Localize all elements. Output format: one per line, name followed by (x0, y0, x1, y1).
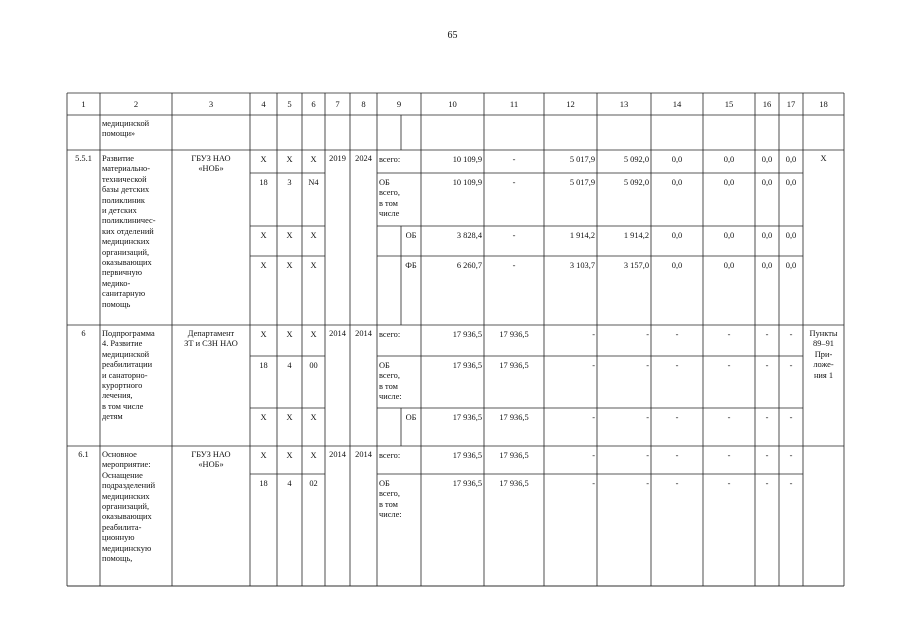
amount-year-cell: - (646, 330, 649, 339)
amount-year-cell: - (727, 451, 731, 460)
amount-year-cell: - (727, 361, 731, 370)
amount-year-cell: 0,0 (761, 231, 773, 240)
kbk-article-cell: 00 (309, 361, 318, 370)
amount-year-cell: 3 157,0 (623, 261, 649, 270)
amount-year-cell: - (789, 479, 793, 488)
kbk-ministry-cell: X (260, 451, 267, 460)
column-header: 2 (133, 99, 139, 109)
executor-cell: ГБУЗ НАО «НОБ» (191, 450, 231, 470)
amount-year-cell: - (727, 413, 731, 422)
funding-source-cell: ОБ всего, в том числе (379, 178, 400, 219)
kbk-section-cell: X (286, 413, 293, 422)
kbk-article-cell: X (310, 155, 317, 164)
funding-source-cell: всего: (379, 330, 401, 339)
amount-year-cell: 0,0 (761, 261, 773, 270)
year-end-cell: 2014 (355, 329, 372, 338)
column-header: 12 (566, 99, 575, 109)
column-header: 8 (361, 99, 366, 109)
kbk-article-cell: X (310, 261, 317, 270)
column-header: 15 (724, 99, 734, 109)
column-header: 3 (208, 99, 214, 109)
amount-year-cell: - (646, 451, 649, 460)
amount-year-cell: 17 936,5 (499, 361, 529, 370)
amount-year-cell: - (592, 330, 595, 339)
amount-year-cell: 0,0 (723, 261, 735, 270)
amount-year-cell: 0,0 (761, 178, 773, 187)
amount-year-cell: - (592, 361, 595, 370)
amount-year-cell: 17 936,5 (499, 330, 529, 339)
amount-year-cell: - (675, 479, 679, 488)
kbk-section-cell: 4 (287, 361, 292, 370)
year-start-cell: 2014 (329, 450, 346, 459)
item-name: Развитие материально- технической базы детских поликлиник и детских поликлиничес- ких отделений медицинских организаций, оказывающих первичную медико- санитарную помощь (102, 154, 156, 309)
amount-year-cell: - (789, 413, 793, 422)
amount-year-cell: - (512, 155, 516, 164)
kbk-article-cell: N4 (308, 178, 319, 187)
funding-source-cell: ФБ (405, 261, 417, 270)
amount-year-cell: 5 092,0 (623, 178, 649, 187)
amount-year-cell: 0,0 (671, 231, 683, 240)
amount-year-cell: - (789, 361, 793, 370)
amount-year-cell: - (727, 479, 731, 488)
amount-total-cell: 10 109,9 (452, 155, 482, 164)
kbk-section-cell: 3 (287, 178, 292, 187)
amount-year-cell: - (646, 413, 649, 422)
funding-source-cell: всего: (379, 451, 401, 460)
kbk-article-cell: X (310, 413, 317, 422)
funding-source-cell: всего: (379, 155, 401, 164)
page-number: 65 (447, 30, 458, 41)
amount-total-cell: 17 936,5 (452, 479, 482, 488)
kbk-ministry-cell: X (260, 413, 267, 422)
amount-year-cell: - (789, 451, 793, 460)
column-header: 14 (672, 99, 682, 109)
amount-year-cell: 17 936,5 (499, 451, 529, 460)
amount-year-cell: 0,0 (723, 155, 735, 164)
kbk-ministry-cell: X (260, 231, 267, 240)
amount-year-cell: - (765, 330, 769, 339)
amount-year-cell: 0,0 (671, 261, 683, 270)
column-header: 17 (786, 99, 796, 109)
amount-year-cell: - (592, 413, 595, 422)
kbk-article-cell: X (310, 330, 317, 339)
item-name: Подпрограмма 4. Развитие медицинской реабилитации и санаторно- курортного лечения, в том числе детям (102, 329, 155, 422)
column-header: 1 (81, 99, 86, 109)
executor-cell: ГБУЗ НАО «НОБ» (191, 154, 231, 174)
continued-name-cell: медицинской помощи» (102, 119, 150, 139)
funding-source-cell: ОБ (405, 231, 417, 240)
note-cell: Пункты 89–91 При- ложе- ния 1 (809, 329, 838, 380)
amount-year-cell: - (592, 451, 595, 460)
amount-year-cell: 1 914,2 (623, 231, 649, 240)
amount-year-cell: 5 092,0 (623, 155, 649, 164)
kbk-section-cell: X (286, 261, 293, 270)
amount-year-cell: 17 936,5 (499, 479, 529, 488)
executor-cell: Департамент ЗТ и СЗН НАО (184, 329, 238, 349)
item-code: 6.1 (78, 450, 89, 459)
amount-year-cell: - (765, 451, 769, 460)
amount-year-cell: 0,0 (723, 178, 735, 187)
amount-year-cell: - (765, 479, 769, 488)
amount-year-cell: - (675, 330, 679, 339)
kbk-article-cell: X (310, 451, 317, 460)
amount-year-cell: 0,0 (785, 178, 797, 187)
kbk-ministry-cell: 18 (259, 178, 268, 187)
item-code: 5.5.1 (75, 154, 92, 163)
amount-year-cell: 0,0 (723, 231, 735, 240)
column-header: 10 (448, 99, 457, 109)
amount-year-cell: 0,0 (785, 155, 797, 164)
amount-year-cell: - (765, 361, 769, 370)
kbk-ministry-cell: X (260, 155, 267, 164)
amount-year-cell: 0,0 (761, 155, 773, 164)
amount-year-cell: - (646, 361, 649, 370)
amount-year-cell: 1 914,2 (569, 231, 595, 240)
kbk-section-cell: X (286, 231, 293, 240)
kbk-section-cell: X (286, 330, 293, 339)
column-header: 18 (819, 99, 828, 109)
column-header: 6 (311, 99, 316, 109)
amount-year-cell: 0,0 (785, 231, 797, 240)
amount-year-cell: - (789, 330, 793, 339)
amount-year-cell: - (675, 361, 679, 370)
amount-total-cell: 17 936,5 (452, 361, 482, 370)
column-header: 4 (261, 99, 266, 109)
amount-year-cell: 5 017,9 (569, 178, 595, 187)
amount-year-cell: - (512, 178, 516, 187)
year-end-cell: 2014 (355, 450, 372, 459)
amount-year-cell: 5 017,9 (569, 155, 595, 164)
year-start-cell: 2014 (329, 329, 346, 338)
funding-source-cell: ОБ всего, в том числе: (379, 479, 402, 520)
amount-year-cell: - (592, 479, 595, 488)
column-header: 9 (396, 99, 402, 109)
kbk-ministry-cell: 18 (259, 479, 268, 488)
amount-year-cell: - (512, 261, 516, 270)
column-header: 7 (335, 99, 340, 109)
amount-total-cell: 3 828,4 (456, 231, 482, 240)
funding-source-cell: ОБ всего, в том числе: (379, 361, 402, 402)
year-start-cell: 2019 (329, 154, 346, 163)
amount-year-cell: - (675, 451, 679, 460)
kbk-article-cell: 02 (309, 479, 318, 488)
amount-total-cell: 10 109,9 (452, 178, 482, 187)
amount-year-cell: 3 103,7 (569, 261, 595, 270)
year-end-cell: 2024 (355, 154, 372, 163)
kbk-ministry-cell: X (260, 330, 267, 339)
funding-source-cell: ОБ (405, 413, 417, 422)
amount-total-cell: 17 936,5 (452, 330, 482, 339)
item-code: 6 (81, 329, 86, 338)
amount-year-cell: 0,0 (785, 261, 797, 270)
kbk-section-cell: 4 (287, 479, 292, 488)
amount-year-cell: - (727, 330, 731, 339)
note-cell: X (820, 154, 827, 163)
kbk-ministry-cell: X (260, 261, 267, 270)
kbk-ministry-cell: 18 (259, 361, 268, 370)
amount-year-cell: - (675, 413, 679, 422)
kbk-article-cell: X (310, 231, 317, 240)
column-header: 5 (287, 99, 292, 109)
column-header: 13 (619, 99, 629, 109)
amount-year-cell: - (512, 231, 516, 240)
kbk-section-cell: X (286, 155, 293, 164)
item-name: Основное мероприятие: Оснащение подразделений медицинских организаций, оказывающих реабилита- ционную медицинскую помощь, (102, 450, 156, 564)
column-header: 11 (509, 99, 519, 109)
column-header: 16 (762, 99, 772, 109)
amount-total-cell: 6 260,7 (456, 261, 482, 270)
amount-year-cell: 17 936,5 (499, 413, 529, 422)
amount-total-cell: 17 936,5 (452, 451, 482, 460)
amount-total-cell: 17 936,5 (452, 413, 482, 422)
kbk-section-cell: X (286, 451, 293, 460)
amount-year-cell: - (765, 413, 769, 422)
amount-year-cell: - (646, 479, 649, 488)
amount-year-cell: 0,0 (671, 155, 683, 164)
amount-year-cell: 0,0 (671, 178, 683, 187)
